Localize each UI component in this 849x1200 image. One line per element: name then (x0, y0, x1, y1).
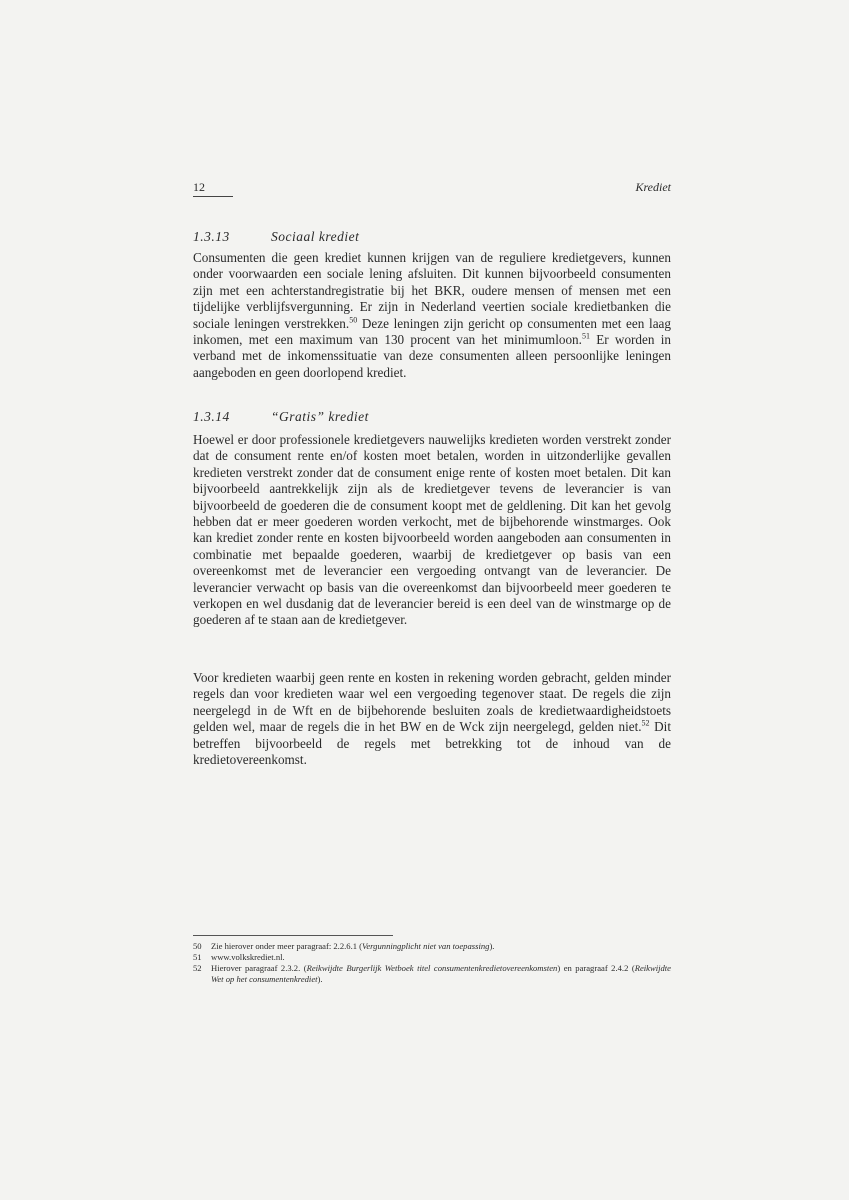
footnote-ref-51: 51 (581, 331, 590, 341)
section-heading-1-3-13 (193, 229, 359, 245)
page-number-rule (193, 196, 233, 197)
section-title: “Gratis” krediet (271, 409, 369, 424)
section-title: Sociaal krediet (271, 229, 360, 244)
paragraph-sociaal-krediet (193, 250, 671, 381)
paragraph-text: Er worden in verband met de inkomenssituatie van deze consumenten alleen persoonlijke leningen aangeboden en geen doorlopend krediet. (193, 332, 671, 380)
section-heading-1-3-14 (193, 409, 369, 425)
paragraph-gratis-krediet-2 (193, 670, 671, 768)
footnote-text: www.volkskrediet.nl. (211, 952, 285, 962)
footnote-50 (193, 941, 671, 952)
footnote-number: 51 (193, 952, 202, 962)
paragraph-text: Voor kredieten waarbij geen rente en kosten in rekening worden gebracht, gelden minder regels dan voor kredieten waar wel een vergoeding tegenover staat. De regels die zijn neergelegd in de Wft en de bijbehorende besluiten zoals de kredietwaardigheidstoets gelden wel, maar de regels die in het BW en de Wck zijn neergelegd, gelden niet. (193, 670, 671, 735)
paragraph-text: Consumenten die geen krediet kunnen krijgen van de reguliere kredietgevers, kunnen onder voorwaarden een sociale lening afsluiten. Dit kunnen bijvoorbeeld consumenten zijn met een achterstandregistratie bij het BKR, oudere mensen of mensen met een tijdelijke verblijfsvergunning. Er zijn in Nederland veertien sociale kredietbanken die sociale leningen verstrekken. (193, 250, 671, 331)
paragraph-text: Deze leningen zijn gericht op consumenten met een laag inkomen, met een maximum van 130 procent van het minimumloon. (193, 315, 671, 348)
page-number: 12 (193, 180, 205, 194)
footnote-number: 52 (193, 963, 202, 973)
footnote-rule (193, 935, 393, 936)
footnote-51 (193, 952, 671, 963)
section-number: 1.3.14 (193, 409, 230, 424)
footnote-italic-text: Vergunningplicht niet van toepassing (362, 941, 490, 951)
footnote-number: 50 (193, 941, 202, 951)
footnote-ref-50: 50 (349, 315, 358, 325)
paragraph-gratis-krediet-1: Hoewel er door professionele kredietgevers nauwelijks kredieten worden verstrekt zonder dat de consument rente en/of kosten moet betalen, worden in uitzonderlijke gevallen kredieten verstrekt zonder dat de consument enige rente of kosten moet betalen. Dit kan bijvoorbeeld aantrekkelijk zijn als de kredietgever tevens de leverancier is van bijvoorbeeld de goederen die de consument koopt met de geldlening. Dit kan het gevolg hebben dat er meer goederen worden verkocht, met de bijbehorende winstmarges. Ook kan krediet zonder rente en kosten bijvoorbeeld worden aangeboden aan consumenten in combinatie met bepaalde goederen, waarbij de kredietgever op basis van een overeenkomst met de leverancier een vergoeding ontvangt van de leverancier. De leverancier verwacht op basis van die overeenkomst dan bijvoorbeeld meer goederen te verkopen en wel dusdanig dat de leverancier bereid is een deel van de winstmarge op de goederen af te staan aan de kredietgever. (193, 432, 671, 628)
footnote-italic-text: Reikwijdte Burgerlijk Wetboek titel consumentenkredietovereenkomsten (306, 963, 558, 973)
section-number: 1.3.13 (193, 229, 230, 244)
footnote-text: Zie hierover onder meer paragraaf: 2.2.6.1 ( (211, 941, 363, 951)
footnote-italic-text: Reikwijdte Wet op het consumentenkrediet (211, 963, 671, 984)
footnote-text: ). (317, 974, 323, 984)
footnotes (193, 941, 671, 985)
footnote-52 (193, 963, 671, 985)
footnote-text: Hierover paragraaf 2.3.2. ( (211, 963, 307, 973)
page-header (193, 180, 671, 200)
paragraph-text: Dit betreffen bijvoorbeeld de regels met betrekking tot de inhoud van de kredietovereenkomst. (193, 719, 671, 768)
running-title: Krediet (635, 180, 671, 194)
footnote-ref-52: 52 (641, 718, 650, 728)
footnote-text: ) en paragraaf 2.4.2 ( (557, 963, 635, 973)
footnote-text: ). (489, 941, 495, 951)
